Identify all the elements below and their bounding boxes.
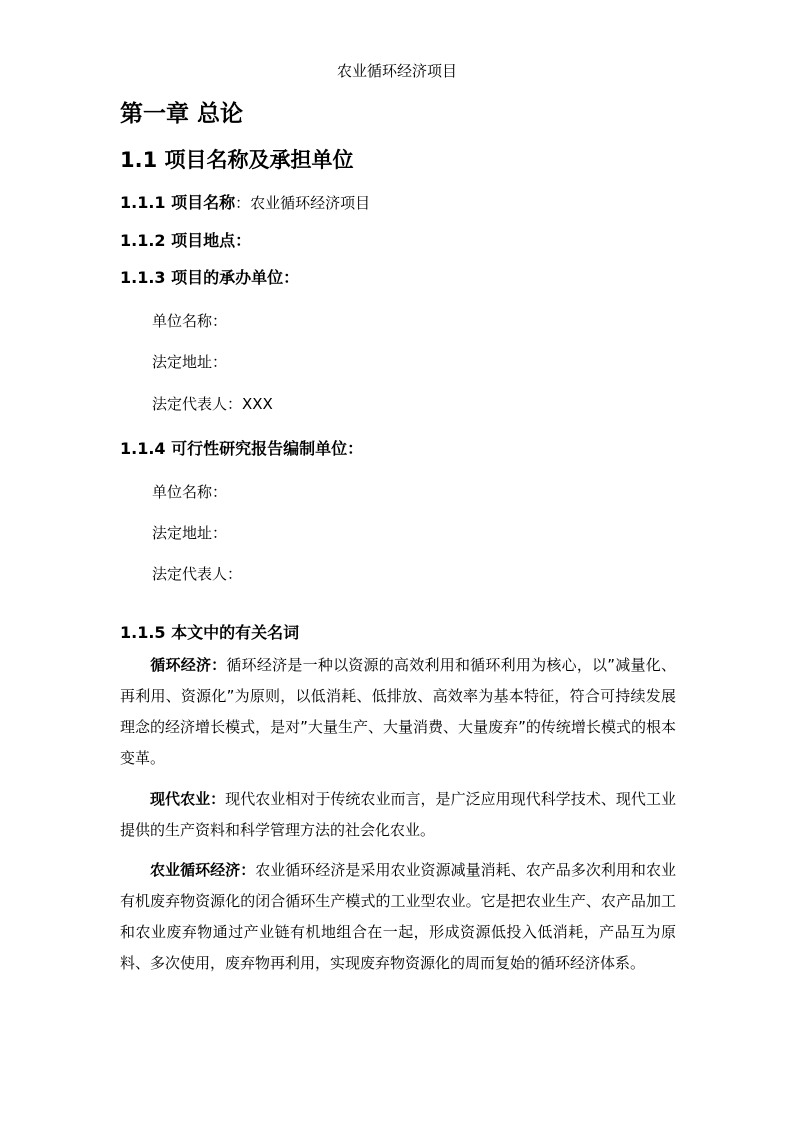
term-label: 循环经济： <box>150 656 227 674</box>
subsection-1-1-1 <box>120 190 370 213</box>
sponsor-unit-name: 单位名称： <box>152 312 228 330</box>
term-label: 农业循环经济： <box>150 861 256 879</box>
term-paragraph-circular-economy <box>120 650 676 774</box>
term-definition: 农业循环经济是采用农业资源减量消耗、农产品多次利用和农业有机废弃物资源化的闭合循环生产模式的工业型农业。它是把农业生产、农产品加工和农业废弃物通过产业链有机地组合在一起，形成资源低投入低消耗，产品互为原料、多次使用，废弃物再利用，实现废弃物资源化的周而复始的循环经济体系。 <box>120 861 676 972</box>
sponsor-representative: 法定代表人：XXX <box>152 395 273 413</box>
term-definition: 循环经济是一种以资源的高效利用和循环利用为核心，以”减量化、再利用、资源化”为原则，以低消耗、低排放、高效率为基本特征，符合可持续发展理念的经济增长模式，是对”大量生产、大量消费、大量废弃”的传统增长模式的根本变革。 <box>120 656 676 767</box>
subsection-1-1-3: 1.1.3 项目的承办单位： <box>120 268 300 287</box>
project-name-value: ：农业循环经济项目 <box>235 194 371 212</box>
term-paragraph-agri-circular-economy <box>120 855 676 979</box>
subsection-1-1-2: 1.1.2 项目地点： <box>120 231 252 250</box>
chapter-title: 第一章 总论 <box>120 101 244 127</box>
term-definition: 现代农业相对于传统农业而言，是广泛应用现代科学技术、现代工业提供的生产资料和科学管理方法的社会化农业。 <box>120 790 676 839</box>
preparer-representative: 法定代表人： <box>152 565 243 583</box>
preparer-unit-name: 单位名称： <box>152 483 228 501</box>
preparer-address: 法定地址： <box>152 524 228 542</box>
term-label: 现代农业： <box>150 790 226 808</box>
term-paragraph-modern-agriculture <box>120 784 676 846</box>
subsection-label: 1.1.1 项目名称 <box>120 193 236 212</box>
page-header: 农业循环经济项目 <box>336 62 457 80</box>
subsection-1-1-4: 1.1.4 可行性研究报告编制单位： <box>120 439 364 458</box>
subsection-1-1-5: 1.1.5 本文中的有关名词 <box>120 623 300 642</box>
sponsor-address: 法定地址： <box>152 353 228 371</box>
section-heading-1-1: 1.1 项目名称及承担单位 <box>120 148 354 172</box>
